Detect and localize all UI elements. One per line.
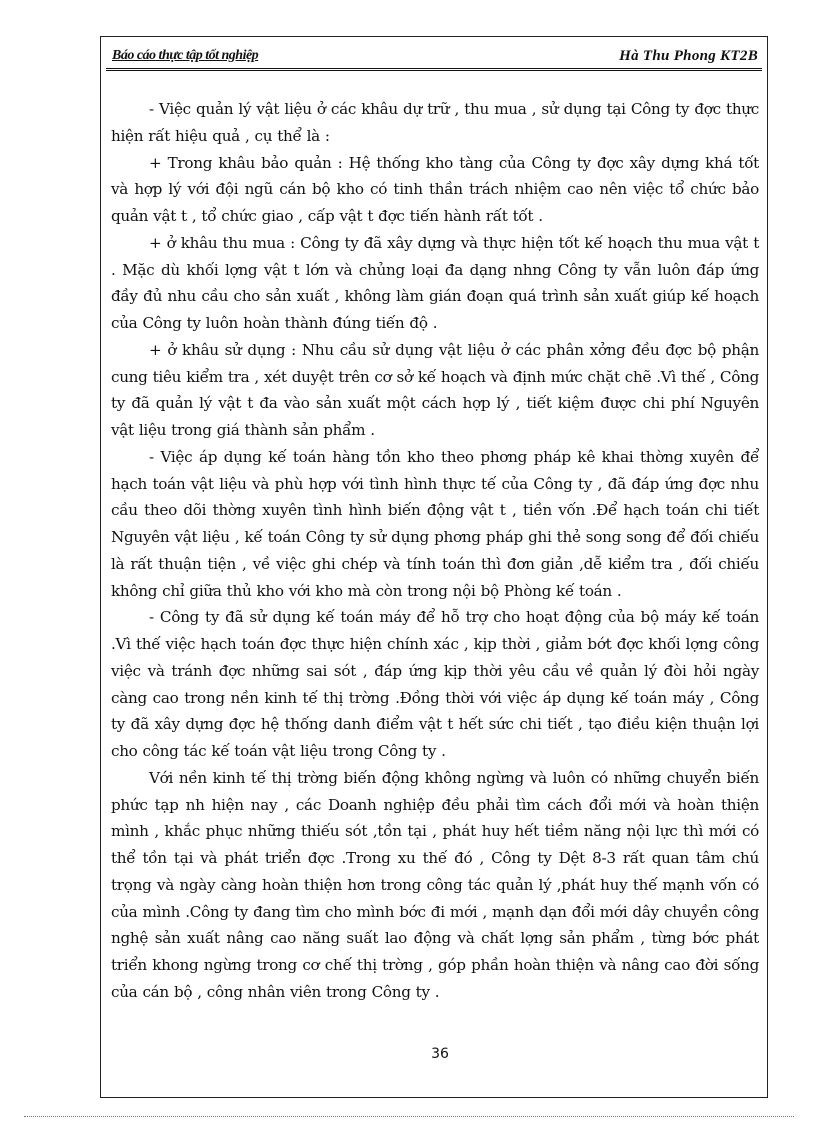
paragraph: - Công ty đã sử dụng kế toán máy để hỗ trợ cho hoạt động của bộ máy kế toán .Vì thế việc hạch toán đợc thực hiện chính xác , kịp thời , giảm bớt đợc khối lợng công việc và tránh đợc những sai sót , đáp ứng kịp thời yêu cầu về quản lý đòi hỏi ngày càng cao trong nền kinh tế thị trờng .Đồng thời với việc áp dụng kế toán máy , Công ty đã xây dựng đợc hệ thống danh điểm vật t hết sức chi tiết , tạo điều kiện thuận lợi cho công tác kế toán vật liệu trong Công ty . [111,608,759,760]
page-header [106,46,762,71]
header-report-title: Báo cáo thực tập tốt nghiệp [112,48,259,63]
paragraph: - Việc áp dụng kế toán hàng tồn kho theo phơng pháp kê khai thờng xuyên để hạch toán vật liệu và phù hợp với tình hình thực tế của Công ty , đã đáp ứng đợc nhu cầu theo dõi thờng xuyên tình hình biến động vật t , tiền vốn .Để hạch toán chi tiết Nguyên vật liệu , kế toán Công ty sử dụng phơng pháp ghi thẻ song song để đối chiếu là rất thuận tiện , về việc ghi chép và tính toán thì đơn giản ,dễ kiểm tra , đối chiếu không chỉ giữa thủ kho với kho mà còn trong nội bộ Phòng kế toán . [111,447,759,600]
paragraph: + ở khâu sử dụng : Nhu cầu sử dụng vật liệu ở các phân xởng đều đợc bộ phận cung tiêu kiểm tra , xét duyệt trên cơ sở kế hoạch và định mức chặt chẽ .Vì thế , Công ty đã quản lý vật t đa vào sản xuất một cách hợp lý , tiết kiệm được chi phí Nguyên vật liệu trong giá thành sản phẩm . [111,340,759,439]
page-number: 36 [431,1046,449,1062]
bottom-divider [24,1116,794,1119]
paragraph: + ở khâu thu mua : Công ty đã xây dựng và thực hiện tốt kế hoạch thu mua vật t . Mặc dù khối lợng vật t lớn và chủng loại đa dạng nhng Công ty vẫn luôn đáp ứng đầy đủ nhu cầu cho sản xuất , không làm gián đoạn quá trình sản xuất giúp kế hoạch của Công ty luôn hoàn thành đúng tiến độ . [111,233,759,332]
paragraph: Với nền kinh tế thị trờng biến động không ngừng và luôn có những chuyển biến phức tạp nh hiện nay , các Doanh nghiệp đều phải tìm cách đổi mới và hoàn thiện mình , khắc phục những thiếu sót ,tồn tại , phát huy hết tiềm năng nội lực thì mới có thể tồn tại và phát triển đợc .Trong xu thế đó , Công ty Dệt 8-3 rất quan tâm chú trọng và ngày càng hoàn thiện hơn trong công tác quản lý ,phát huy thế mạnh vốn có của mình .Công ty đang tìm cho mình bớc đi mới , mạnh dạn đổi mới dây chuyền công nghệ sản xuất nâng cao năng suất lao động và chất lợng sản phẩm , từng bớc phát triển khong ngừng trong cơ chế thị trờng , góp phần hoàn thiện và nâng cao đời sống của cán bộ , công nhân viên trong Công ty . [111,768,759,1001]
paragraph: + Trong khâu bảo quản : Hệ thống kho tàng của Công ty đợc xây dựng khá tốt và hợp lý với đội ngũ cán bộ kho có tinh thần trách nhiệm cao nên việc tổ chức bảo quản vật t , tổ chức giao , cấp vật t đợc tiến hành rất tốt . [111,153,759,225]
paragraph: - Việc quản lý vật liệu ở các khâu dự trữ , thu mua , sử dụng tại Công ty đợc thực hiện rất hiệu quả , cụ thể là : [111,100,759,145]
document-body [111,96,759,1006]
header-author: Hà Thu Phong KT2B [619,48,758,64]
